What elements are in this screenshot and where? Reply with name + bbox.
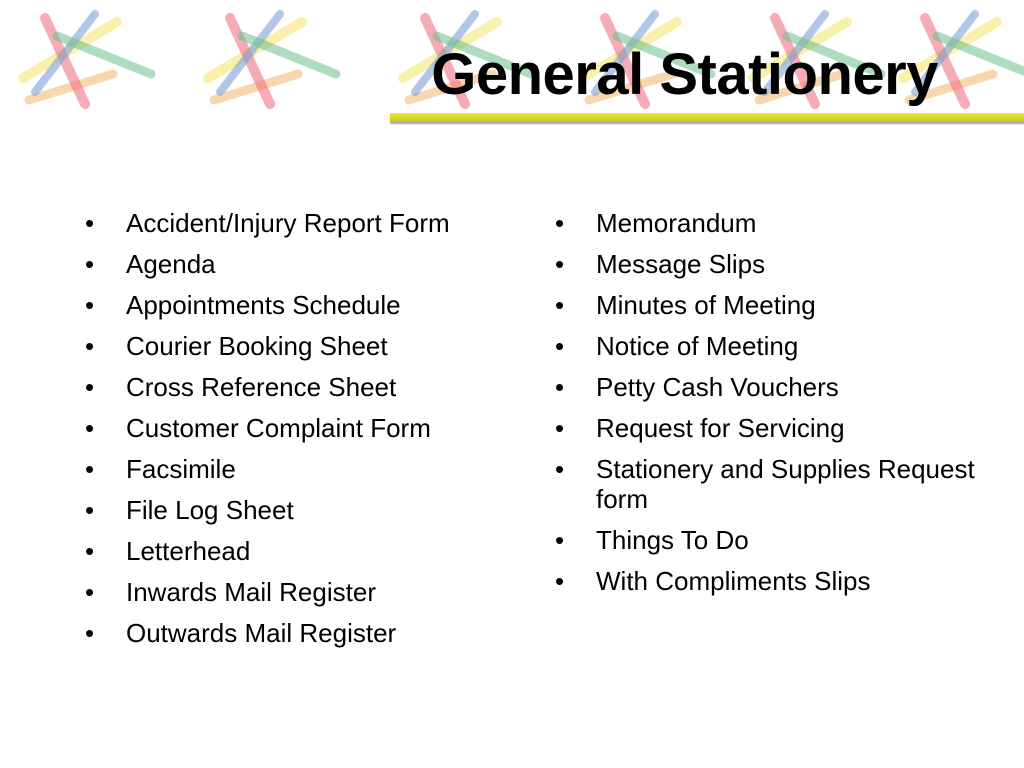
list-item-text: Agenda: [126, 249, 216, 279]
list-item: [85, 413, 525, 443]
bullet-glyph: •: [555, 372, 565, 402]
list-item-text: Appointments Schedule: [126, 290, 401, 320]
right-bullet-list: [555, 208, 995, 607]
list-item: [555, 525, 995, 555]
title-underline: [390, 113, 1024, 122]
list-item-text: Cross Reference Sheet: [126, 372, 397, 402]
bullet-glyph: •: [555, 290, 565, 320]
slide-title: General Stationery: [431, 42, 938, 107]
list-item-text: With Compliments Slips: [596, 566, 871, 596]
bullet-glyph: •: [555, 525, 565, 555]
list-item-text: Request for Servicing: [596, 413, 845, 443]
list-item-text: Minutes of Meeting: [596, 290, 816, 320]
list-item: [555, 331, 995, 361]
list-item-text: Petty Cash Vouchers: [596, 372, 839, 402]
list-item: [555, 566, 995, 596]
list-item: [85, 372, 525, 402]
bullet-glyph: •: [555, 413, 565, 443]
list-item: [85, 249, 525, 279]
list-item: [85, 618, 525, 648]
list-item-text: File Log Sheet: [126, 495, 294, 525]
list-item-text: Message Slips: [596, 249, 766, 279]
list-item: [555, 454, 995, 514]
list-item-text: Stationery and Supplies Request form: [596, 454, 975, 514]
list-item-text: Things To Do: [596, 525, 749, 555]
list-item: [555, 249, 995, 279]
bullet-glyph: •: [555, 454, 565, 484]
list-item: [85, 536, 525, 566]
list-item: [555, 372, 995, 402]
bullet-glyph: •: [85, 454, 95, 484]
list-item-text: Outwards Mail Register: [126, 618, 397, 648]
list-item-text: Notice of Meeting: [596, 331, 799, 361]
bullet-glyph: •: [85, 249, 95, 279]
bullet-glyph: •: [85, 618, 95, 648]
bullet-glyph: •: [85, 577, 95, 607]
bullet-glyph: •: [555, 566, 565, 596]
list-item: [555, 290, 995, 320]
bullet-glyph: •: [85, 331, 95, 361]
left-bullet-list: [85, 208, 525, 659]
bullet-glyph: •: [555, 331, 565, 361]
list-item: [555, 413, 995, 443]
list-item-text: Facsimile: [126, 454, 236, 484]
list-item: [85, 331, 525, 361]
list-item-text: Memorandum: [596, 208, 757, 238]
list-item: [85, 577, 525, 607]
crossed-crayons-icon: [23, 14, 151, 104]
list-item-text: Accident/Injury Report Form: [126, 208, 450, 238]
list-item: [85, 454, 525, 484]
bullet-glyph: •: [85, 372, 95, 402]
list-item-text: Customer Complaint Form: [126, 413, 431, 443]
bullet-glyph: •: [85, 536, 95, 566]
bullet-glyph: •: [85, 413, 95, 443]
list-item: [85, 208, 525, 238]
bullet-glyph: •: [85, 495, 95, 525]
bullet-glyph: •: [85, 290, 95, 320]
list-item: [85, 495, 525, 525]
list-item-text: Courier Booking Sheet: [126, 331, 388, 361]
list-item-text: Inwards Mail Register: [126, 577, 376, 607]
list-item-text: Letterhead: [126, 536, 251, 566]
list-item: [555, 208, 995, 238]
crossed-crayons-icon: [208, 14, 336, 104]
bullet-glyph: •: [555, 208, 565, 238]
list-item: [85, 290, 525, 320]
bullet-glyph: •: [555, 249, 565, 279]
bullet-glyph: •: [85, 208, 95, 238]
